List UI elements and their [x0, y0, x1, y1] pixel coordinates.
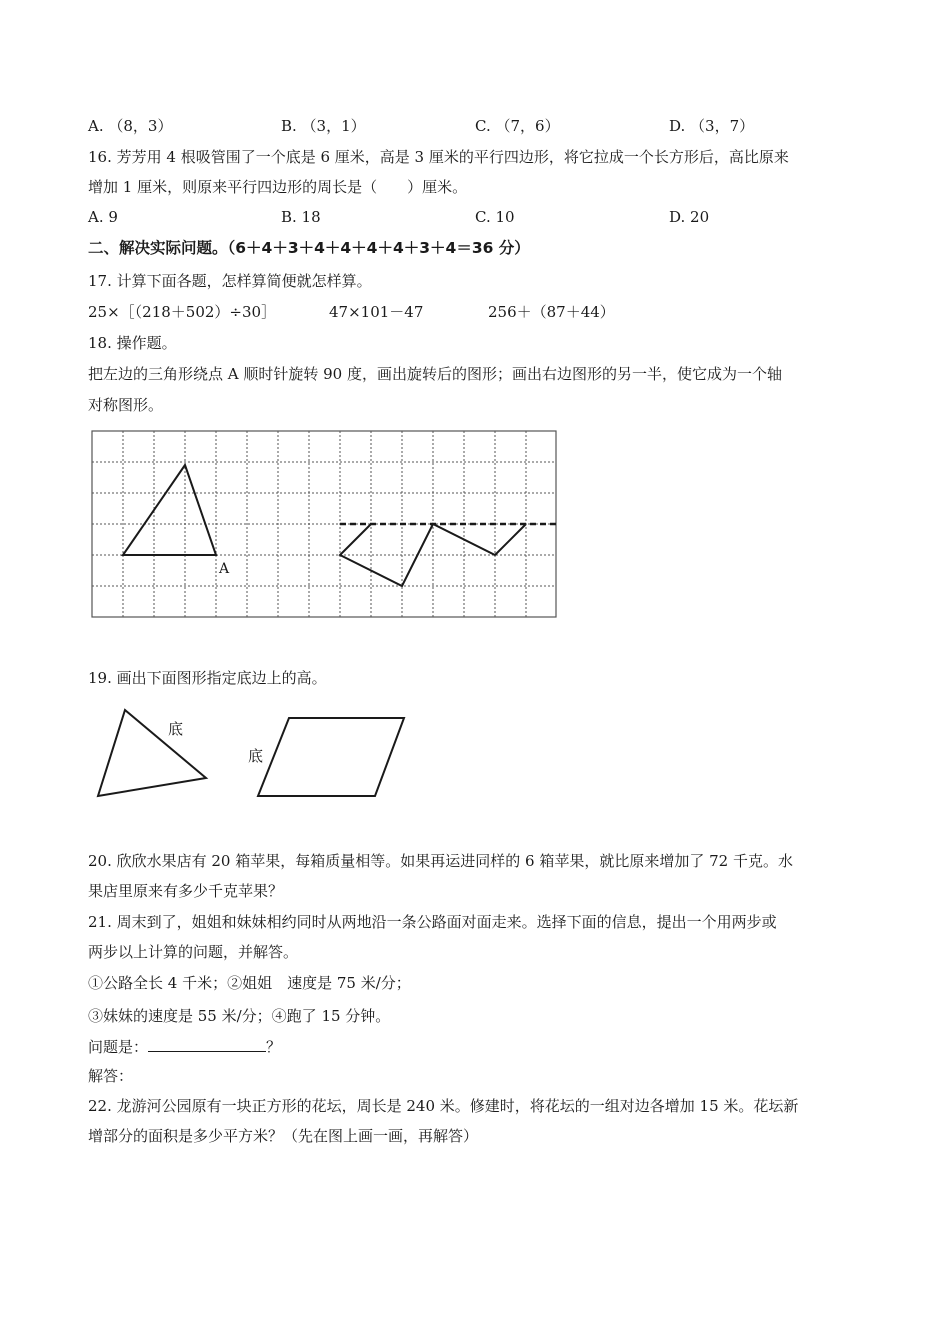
- triangle-shape: [98, 710, 206, 796]
- q21-question-label: 问题是：: [88, 1038, 149, 1056]
- q15-option-d: D. （3，7）: [669, 117, 755, 135]
- q18-line-2: 对称图形。: [88, 396, 164, 414]
- grid-lines: [92, 431, 556, 617]
- q21-info-2: ③妹妹的速度是 55 米/分；④跑了 15 分钟。: [88, 1007, 391, 1025]
- parallelogram-base-label: 底: [248, 747, 264, 765]
- triangle-base-label: 底: [168, 720, 184, 738]
- q18-grid-figure: [90, 430, 560, 620]
- section-2-heading: 二、解决实际问题。（6＋4＋3＋4＋4＋4＋4＋3＋4＝36 分）: [88, 239, 530, 257]
- q16-option-d: D. 20: [669, 208, 710, 226]
- q17-text: 17. 计算下面各题，怎样算简便就怎样算。: [88, 272, 372, 290]
- q17-expression-3: 256＋（87＋44）: [488, 303, 615, 321]
- q18-title: 18. 操作题。: [88, 334, 177, 352]
- q17-expression-2: 47×101－47: [329, 303, 424, 321]
- q21-question-row: [88, 1037, 281, 1057]
- q21-answer-blank[interactable]: [148, 1037, 266, 1052]
- q16-option-c: C. 10: [475, 208, 515, 226]
- q17-expression-1: 25×［（218＋502）÷30］: [88, 303, 277, 321]
- q15-option-c: C. （7，6）: [475, 117, 560, 135]
- q15-option-a: A. （8，3）: [88, 117, 173, 135]
- q21-line-1: 21. 周末到了，姐姐和妹妹相约同时从两地沿一条公路面对面走来。选择下面的信息，提出一个用两步或: [88, 913, 777, 931]
- q16-line-2: 增加 1 厘米，则原来平行四边形的周长是（ ）厘米。: [88, 178, 468, 196]
- q21-line-2: 两步以上计算的问题，并解答。: [88, 943, 299, 961]
- q20-line-1: 20. 欣欣水果店有 20 箱苹果，每箱质量相等。如果再运进同样的 6 箱苹果，就比原来增加了 72 千克。水: [88, 852, 793, 870]
- q22-line-2: 增部分的面积是多少平方米？（先在图上画一画，再解答）: [88, 1127, 479, 1145]
- triangle-shape: [123, 465, 216, 555]
- q16-option-a: A. 9: [88, 208, 118, 226]
- q15-option-b: B. （3，1）: [281, 117, 366, 135]
- q22-line-1: 22. 龙游河公园原有一块正方形的花坛，周长是 240 米。修建时，将花坛的一组对边各增加 15 米。花坛新: [88, 1097, 799, 1115]
- q20-line-2: 果店里原来有多少千克苹果？: [88, 882, 284, 900]
- q16-line-1: 16. 芳芳用 4 根吸管围了一个底是 6 厘米，高是 3 厘米的平行四边形，将它拉成一个长方形后，高比原来: [88, 148, 789, 166]
- q19-text: 19. 画出下面图形指定底边上的高。: [88, 669, 327, 687]
- q21-info-1: ①公路全长 4 千米；②姐姐 速度是 75 米/分；: [88, 974, 411, 992]
- q18-line-1: 把左边的三角形绕点 A 顺时针旋转 90 度，画出旋转后的图形；画出右边图形的另一半，使它成为一个轴: [88, 365, 782, 383]
- q21-answer-label: 解答：: [88, 1067, 134, 1085]
- q21-question-end: ？: [266, 1038, 282, 1056]
- point-a-label: A: [219, 561, 230, 577]
- parallelogram-shape: [258, 718, 404, 796]
- q16-option-b: B. 18: [281, 208, 321, 226]
